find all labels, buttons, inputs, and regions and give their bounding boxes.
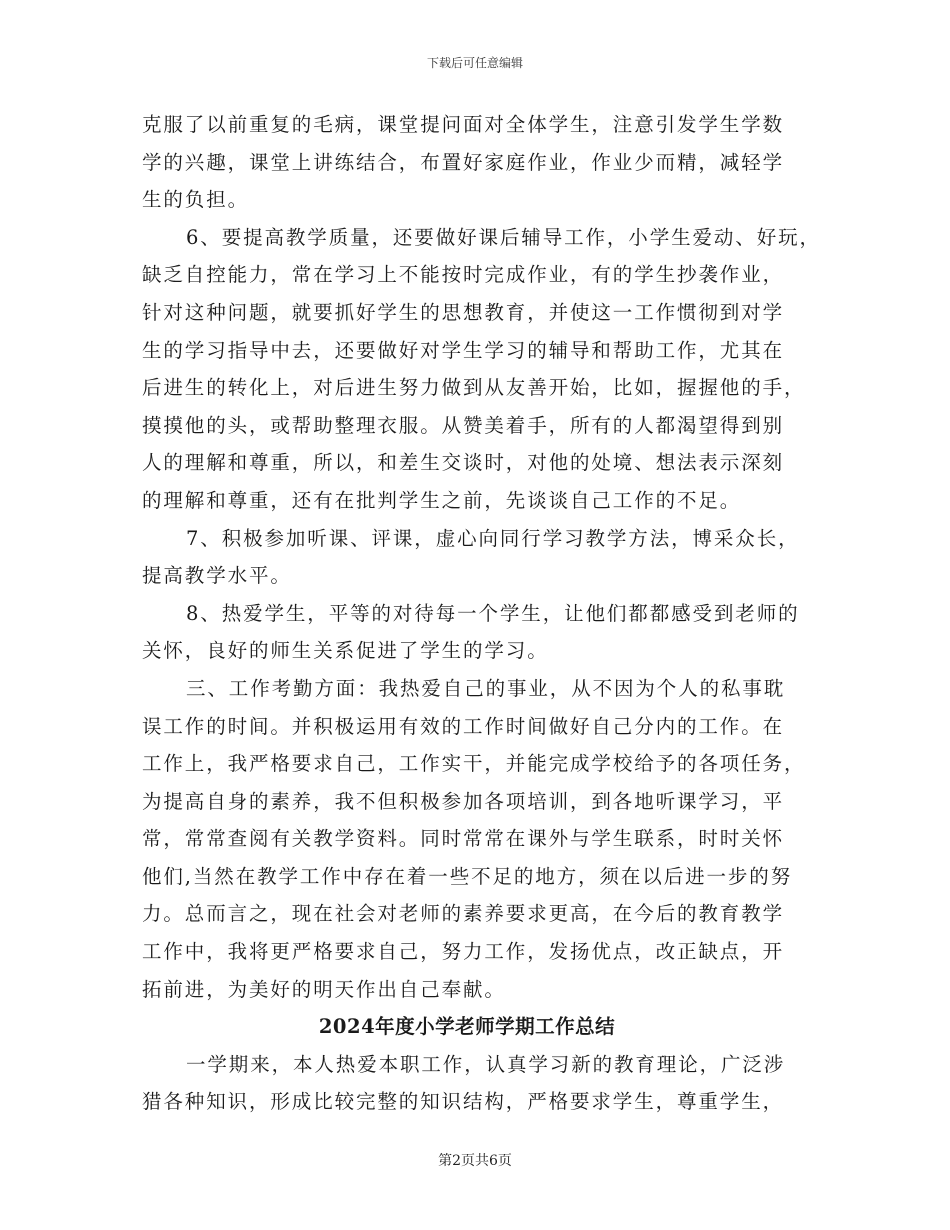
body-line: 猎各种知识，形成比较完整的知识结构，严格要求学生，尊重学生， bbox=[142, 1090, 785, 1114]
body-line: 三、工作考勤方面：我热爱自己的事业，从不因为个人的私事耽 bbox=[186, 676, 786, 700]
body-line: 的理解和尊重，还有在批判学生之前，先谈谈自己工作的不足。 bbox=[142, 488, 742, 512]
body-line: 人的理解和尊重，所以，和差生交谈时，对他的处境、想法表示深刻 bbox=[142, 451, 785, 475]
body-line: 针对这种问题，就要抓好学生的思想教育，并使这一工作惯彻到对学 bbox=[142, 300, 785, 324]
body-line: 生的学习指导中去，还要做好对学生学习的辅导和帮助工作，尤其在 bbox=[142, 338, 785, 362]
body-line: 为提高自身的素养，我不但积极参加各项培训，到各地听课学习，平 bbox=[142, 789, 785, 813]
body-line: 缺乏自控能力，常在学习上不能按时完成作业，有的学生抄袭作业， bbox=[142, 263, 785, 287]
section-title: 2024年度小学老师学期工作总结 bbox=[318, 1015, 616, 1039]
body-line: 工作中，我将更严格要求自己，努力工作，发扬优点，改正缺点，开 bbox=[142, 940, 785, 964]
body-line: 误工作的时间。并积极运用有效的工作时间做好自己分内的工作。在 bbox=[142, 714, 785, 738]
body-line: 克服了以前重复的毛病，课堂提问面对全体学生，注意引发学生学数 bbox=[142, 113, 785, 136]
body-line: 关怀，良好的师生关系促进了学生的学习。 bbox=[142, 639, 549, 663]
body-line: 常，常常查阅有关教学资料。同时常常在课外与学生联系，时时关怀 bbox=[142, 827, 785, 851]
body-line: 工作上，我严格要求自己，工作实干，并能完成学校给予的各项任务， bbox=[142, 752, 806, 776]
document-body bbox=[142, 106, 832, 1121]
body-line: 6、要提高教学质量，还要做好课后辅导工作，小学生爱动、好玩， bbox=[186, 225, 821, 249]
body-line: 他们,当然在教学工作中存在着一些不足的地方，须在以后进一步的努 bbox=[142, 864, 793, 888]
body-line: 7、积极参加听课、评课，虚心向同行学习教学方法，博采众长， bbox=[186, 526, 800, 550]
body-line: 提高教学水平。 bbox=[142, 564, 292, 588]
body-line: 拓前进，为美好的明天作出自己奉献。 bbox=[142, 977, 506, 1001]
body-line: 后进生的转化上，对后进生努力做到从友善开始，比如，握握他的手， bbox=[142, 376, 806, 400]
body-line: 力。总而言之，现在社会对老师的素养要求更高，在今后的教育教学 bbox=[142, 902, 785, 926]
page-footer: 第2页共6页 bbox=[438, 1153, 512, 1169]
body-line: 8、热爱学生，平等的对待每一个学生，让他们都都感受到老师的 bbox=[186, 601, 800, 625]
body-line: 生的负担。 bbox=[142, 188, 250, 212]
body-line: 学的兴趣，课堂上讲练结合，布置好家庭作业，作业少而精，减轻学 bbox=[142, 150, 785, 174]
page-header: 下载后可任意编辑 bbox=[426, 56, 523, 70]
body-line: 摸摸他的头，或帮助整理衣服。从赞美着手，所有的人都渴望得到别 bbox=[142, 413, 785, 437]
body-line: 一学期来，本人热爱本职工作，认真学习新的教育理论，广泛涉 bbox=[186, 1052, 786, 1076]
